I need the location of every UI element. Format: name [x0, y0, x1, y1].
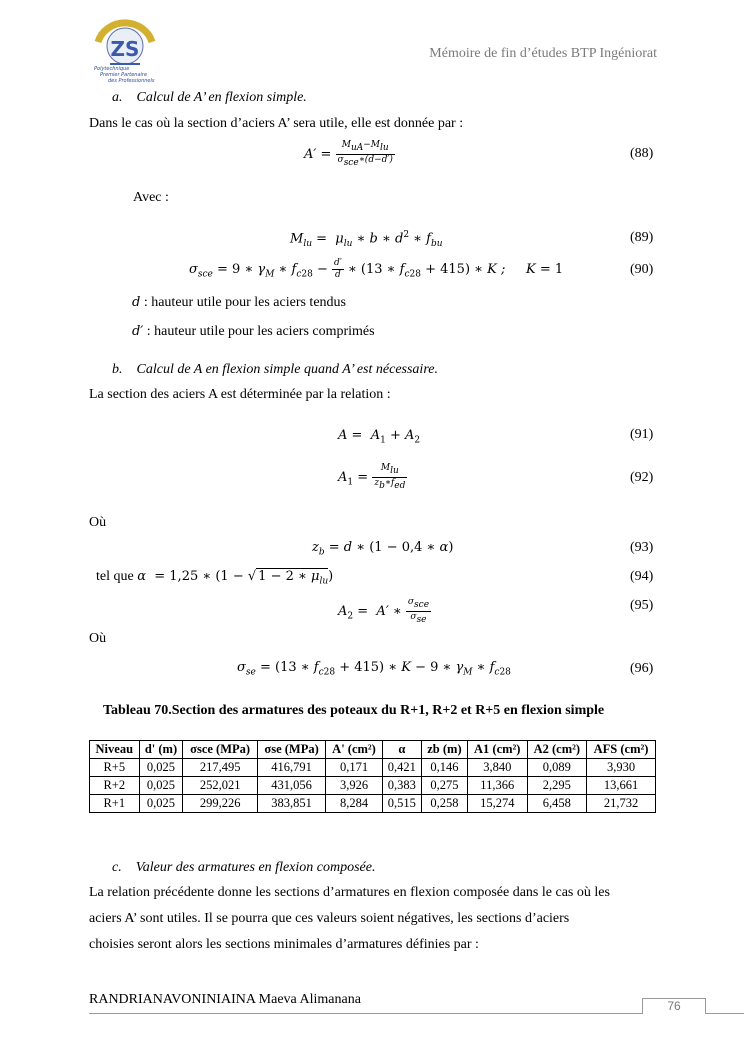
section-c-title: Valeur des armatures en flexion composée.: [135, 860, 376, 875]
equation-94-formula: α = 1,25 ∗ (1 − √ 1 − 2 ∗ $\mu_{lu}$): [137, 569, 334, 587]
table-cell: 252,021: [183, 777, 258, 795]
table-cell: 416,791: [257, 759, 325, 777]
table-cell: R+1: [90, 795, 140, 813]
definition-d: d : hauteur utile pour les aciers tendus: [132, 295, 346, 310]
avec-label: Avec :: [133, 190, 169, 205]
section-c-letter: c.: [112, 860, 122, 875]
equation-88: A′ = $\frac{M_{uA}-M_{lu}}{\sigma_{sce}∗(d-d')}$: [304, 140, 393, 168]
svg-text:ZS: ZS: [110, 37, 140, 61]
table-cell: 299,226: [183, 795, 258, 813]
table-cell: R+5: [90, 759, 140, 777]
section-c-heading: [112, 860, 375, 876]
table-cell: 217,495: [183, 759, 258, 777]
equation-96: $\sigma_{se} = (13$ ∗ $f_{c28} + 415$) ∗ K − 9 ∗ $\gamma_M$ ∗ $f_{c28}$: [237, 660, 511, 678]
equation-95-number: (95): [630, 598, 654, 613]
equation-88-number: (88): [630, 146, 654, 161]
armatures-table: [89, 740, 656, 813]
equation-90: $\sigma_{sce} = 9$ ∗ $\gamma_M$ ∗ $f_{c28}$ − $\frac{d'}{d}$ ∗ (13 ∗ $f_{c28} + 415$) ∗ K ; K = 1: [189, 258, 564, 280]
table-caption: Tableau 70.Section des armatures des poteaux du R+1, R+2 et R+5 en flexion simple: [103, 703, 605, 718]
data-table: [89, 740, 656, 813]
table-cell: 21,732: [587, 795, 656, 813]
equation-93: $z_b = d$ ∗ (1 − 0,4 ∗ α): [312, 540, 454, 558]
table-row: [90, 759, 656, 777]
col-a2: A2 (cm²): [527, 741, 587, 759]
section-c-line-2: aciers A’ sont utiles. Il se pourra que ces valeurs soient négatives, les sections d’aciers: [89, 911, 570, 926]
col-d-prime: d' (m): [139, 741, 183, 759]
col-a1: A1 (cm²): [467, 741, 527, 759]
section-b-heading: [112, 362, 438, 378]
logo-caption: Polytechnique Premier Partenaire des Professionnels: [94, 66, 155, 84]
equation-89-number: (89): [630, 230, 654, 245]
section-a-intro: Dans le cas où la section d’aciers A’ sera utile, elle est donnée par :: [89, 116, 464, 131]
table-cell: 6,458: [527, 795, 587, 813]
table-cell: 0,421: [382, 759, 421, 777]
table-cell: 0,275: [421, 777, 467, 795]
ou-label-2: Où: [89, 631, 107, 646]
table-cell: 0,383: [382, 777, 421, 795]
footer-author: RANDRIANAVONINIAINA Maeva Alimanana: [89, 992, 361, 1007]
table-cell: 0,025: [139, 759, 183, 777]
table-cell: 2,295: [527, 777, 587, 795]
table-header-row: [90, 741, 656, 759]
col-alpha: α: [382, 741, 421, 759]
section-a-heading: [112, 90, 307, 106]
header-title: Mémoire de fin d’études BTP Ingéniorat: [429, 46, 657, 61]
table-cell: 0,515: [382, 795, 421, 813]
page-number-box: [642, 998, 706, 1014]
table-cell: 0,258: [421, 795, 467, 813]
table-cell: 0,146: [421, 759, 467, 777]
equation-91: $A = A_1 + A_2$: [338, 428, 421, 446]
equation-92: $A_1$ = $\frac{M_{lu}}{z_b∗f_{ed}}$: [338, 463, 406, 491]
section-c-line-3: choisies seront alors les sections minimales d’armatures définies par :: [89, 937, 479, 952]
section-b-intro: La section des aciers A est déterminée par la relation :: [89, 387, 391, 402]
table-cell: 13,661: [587, 777, 656, 795]
symbol-d-prime: d′: [132, 324, 144, 339]
equation-94-number: (94): [630, 569, 654, 584]
equation-93-number: (93): [630, 540, 654, 555]
equation-96-number: (96): [630, 661, 654, 676]
col-sigma-se: σse (MPa): [257, 741, 325, 759]
table-cell: 15,274: [467, 795, 527, 813]
table-cell: 0,089: [527, 759, 587, 777]
section-a-letter: a.: [112, 90, 123, 105]
table-row: [90, 795, 656, 813]
table-cell: R+2: [90, 777, 140, 795]
table-row: [90, 777, 656, 795]
section-a-title: Calcul de A’ en flexion simple.: [136, 90, 307, 105]
col-niveau: Niveau: [90, 741, 140, 759]
table-cell: 3,840: [467, 759, 527, 777]
col-sigma-sce: σsce (MPa): [183, 741, 258, 759]
col-zb: zb (m): [421, 741, 467, 759]
table-cell: 431,056: [257, 777, 325, 795]
section-b-letter: b.: [112, 362, 123, 377]
equation-94: [96, 569, 333, 587]
ou-label-1: Où: [89, 515, 107, 530]
table-cell: 383,851: [257, 795, 325, 813]
table-cell: 3,926: [326, 777, 382, 795]
equation-89: $M_{lu} = \mu_{lu}$ ∗ b ∗ $d^2$ ∗ $f_{bu}$: [290, 230, 443, 249]
table-cell: 3,930: [587, 759, 656, 777]
table-cell: 8,284: [326, 795, 382, 813]
definition-d-prime: d′ : hauteur utile pour les aciers comprimés: [132, 324, 375, 339]
table-cell: 11,366: [467, 777, 527, 795]
section-b-title: Calcul de A en flexion simple quand A’ est nécessaire.: [136, 362, 438, 377]
equation-91-number: (91): [630, 427, 654, 442]
col-afs: AFS (cm²): [587, 741, 656, 759]
symbol-d: d: [132, 295, 141, 310]
equation-90-number: (90): [630, 262, 654, 277]
col-a-prime: A' (cm²): [326, 741, 382, 759]
table-cell: 0,025: [139, 795, 183, 813]
page-number: 76: [667, 999, 681, 1013]
tel-que-label: tel que: [96, 569, 134, 584]
section-c-line-1: La relation précédente donne les sections d’armatures en flexion composée dans le cas où les: [89, 885, 610, 900]
table-cell: 0,025: [139, 777, 183, 795]
equation-92-number: (92): [630, 470, 654, 485]
table-cell: 0,171: [326, 759, 382, 777]
equation-95: $A_2 = A'$ ∗ $\frac{\sigma_{sce}}{\sigma_{se}}$: [338, 597, 430, 625]
